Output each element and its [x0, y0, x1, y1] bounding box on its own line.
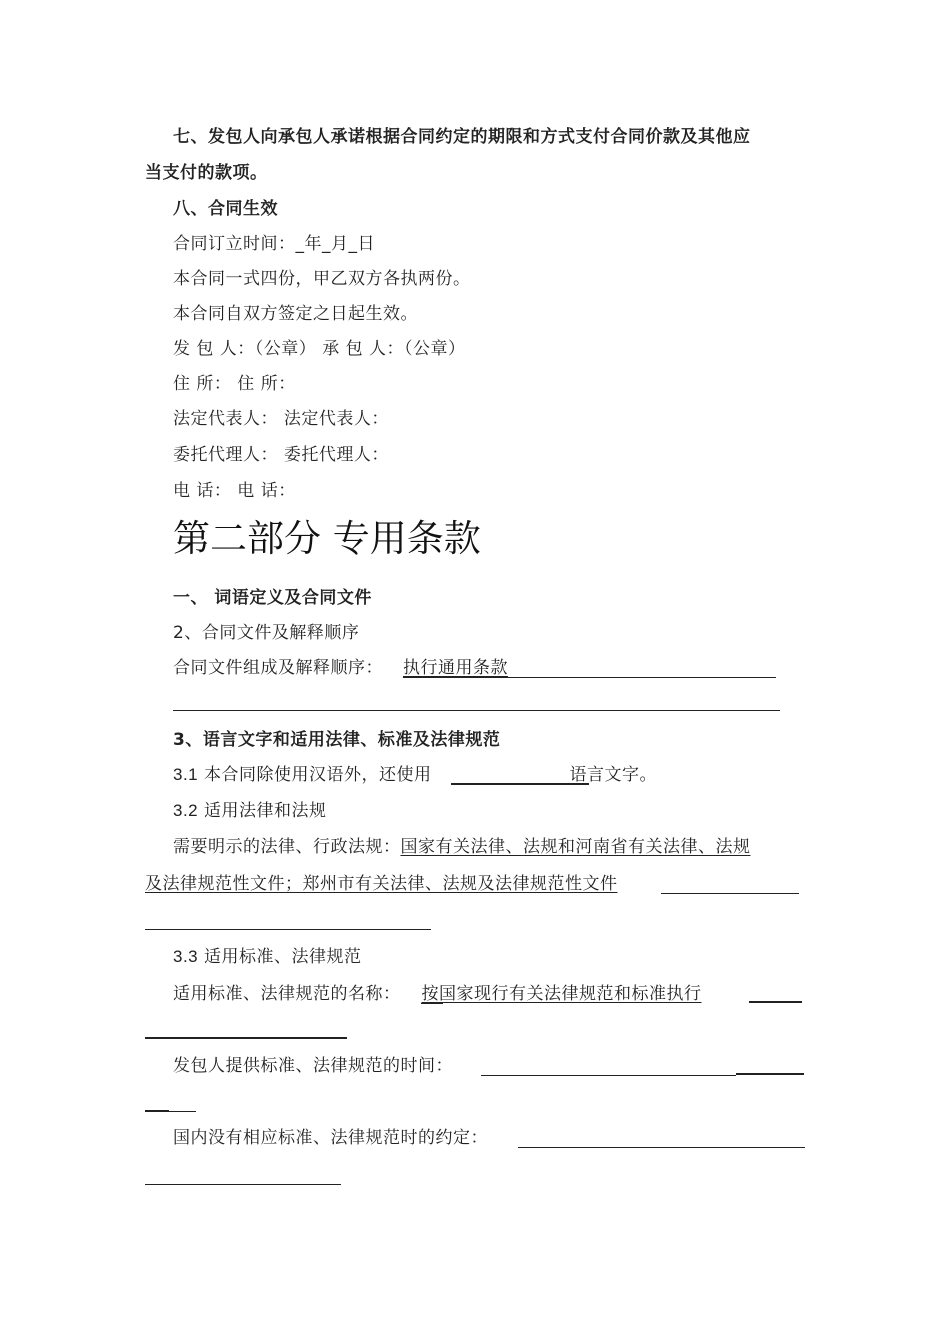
parties-line: 发 包 人：（公章） 承 包 人：（公章） [173, 339, 466, 359]
laws-line-1 [173, 836, 751, 858]
standards-blank-line [145, 1037, 347, 1039]
legal-rep-line: 法定代表人： 法定代表人： [173, 409, 389, 429]
standards-underline-lead [421, 1003, 443, 1004]
clause-3-3-line [173, 946, 362, 968]
no-standard-blank [518, 1147, 805, 1148]
clause-3-3-number: 3.3 [173, 947, 199, 966]
laws-value-2: 及法律规范性文件；郑州市有关法律、法规及法律规范性文件 [145, 874, 618, 894]
clause-3-2-number: 3.2 [173, 801, 199, 820]
provide-time-line [173, 1055, 453, 1077]
part-2-title: 第二部分 专用条款 [173, 517, 481, 560]
clause-7-line-2: 当支付的款项。 [145, 163, 268, 183]
provide-time-blank-tail [736, 1073, 804, 1075]
doc-order-line [173, 657, 508, 679]
doc-order-label: 合同文件组成及解释顺序： [173, 658, 383, 678]
agent-line: 委托代理人： 委托代理人： [173, 445, 389, 465]
provide-time-blank [481, 1075, 736, 1076]
no-standard-line [173, 1127, 488, 1149]
doc-order-value: 执行通用条款 [403, 658, 508, 678]
clause-3-1-number: 3.1 [173, 765, 199, 784]
laws-underline-tail [661, 893, 799, 894]
section-3-title: 3、语言文字和适用法律、标准及法律规范 [173, 730, 501, 750]
clause-3-2-text: 适用法律和法规 [198, 801, 327, 821]
doc-order-underline [403, 677, 776, 678]
section-2-label: 2、合同文件及解释顺序 [173, 623, 360, 643]
language-blank-underline [451, 783, 589, 785]
copies-text: 本合同一式四份，甲乙双方各执两份。 [173, 269, 471, 289]
address-line: 住 所： 住 所： [173, 374, 296, 394]
section-1-title: 一、 词语定义及合同文件 [173, 588, 372, 608]
provide-time-blank-2a [145, 1110, 169, 1112]
sign-date: 合同订立时间：_年_月_日 [173, 234, 375, 254]
provide-time-blank-2b [169, 1111, 196, 1112]
standards-label: 适用标准、法律规范的名称： [173, 984, 401, 1004]
no-standard-blank-2 [145, 1184, 341, 1185]
effective-text: 本合同自双方签定之日起生效。 [173, 304, 418, 324]
provide-time-label: 发包人提供标准、法律规范的时间： [173, 1056, 453, 1076]
clause-3-2-line [173, 800, 327, 822]
clause-3-3-text: 适用标准、法律规范 [198, 947, 362, 967]
standards-underline-tail [749, 1001, 802, 1003]
phone-line: 电 话： 电 话： [173, 481, 296, 501]
doc-order-blank-line [173, 710, 780, 711]
standards-line [173, 983, 702, 1005]
laws-blank-line [145, 929, 431, 930]
clause-3-1-text: 本合同除使用汉语外，还使用 [198, 765, 432, 785]
clause-3-1-suffix: 语言文字。 [569, 765, 658, 785]
no-standard-label: 国内没有相应标准、法律规范时的约定： [173, 1128, 488, 1148]
clause-7-line-1: 七、发包人向承包人承诺根据合同约定的期限和方式支付合同价款及其他应 [173, 127, 751, 147]
clause-8-title: 八、合同生效 [173, 199, 278, 219]
laws-value-1: 国家有关法律、法规和河南省有关法律、法规 [400, 837, 751, 857]
standards-value: 按国家现行有关法律规范和标准执行 [421, 984, 702, 1004]
laws-label: 需要明示的法律、行政法规： [173, 837, 401, 857]
